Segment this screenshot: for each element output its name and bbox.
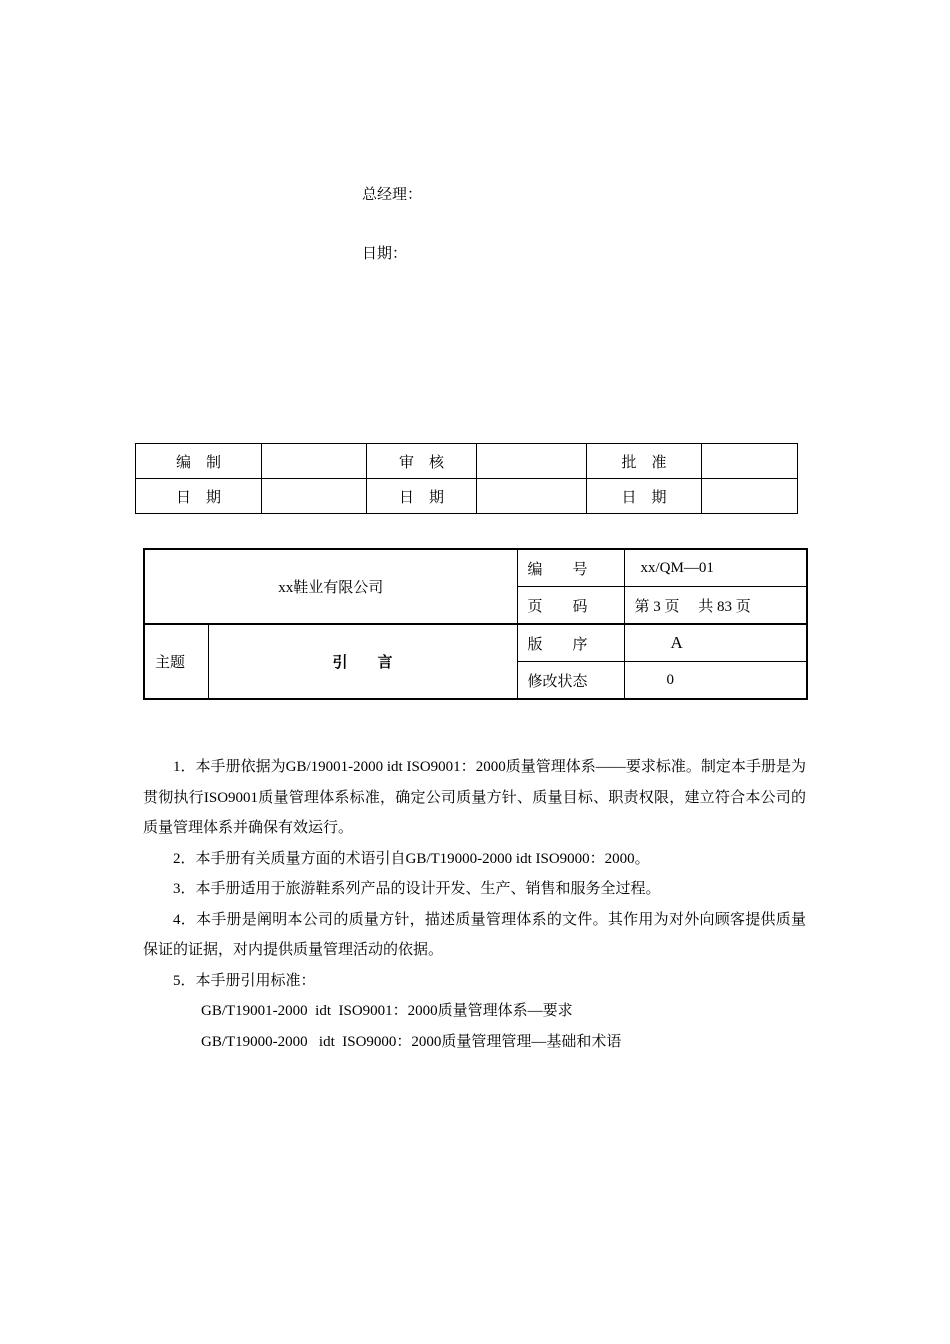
- prepared-value: [262, 444, 367, 479]
- approved-date-value: [702, 479, 798, 514]
- approved-value: [702, 444, 798, 479]
- company-name: xx鞋业有限公司: [144, 549, 517, 624]
- paragraph-1: 1．本手册依据为GB/19001-2000 idt ISO9001：2000质量管理体系——要求标准。制定本手册是为贯彻执行ISO9001质量管理体系标准，确定公司质量方针、质量目标、职责权限，建立符合本公司的质量管理体系并确保有效运行。: [143, 759, 806, 836]
- code-value: xx/QM—01: [624, 549, 807, 587]
- edition-label: 版 序: [517, 624, 624, 662]
- document-header-table: [143, 548, 808, 700]
- code-label: 编 号: [517, 549, 624, 587]
- reviewed-label: 审 核: [367, 444, 477, 479]
- edition-value: A: [624, 624, 807, 662]
- page-label: 页 码: [517, 587, 624, 625]
- header-row-edition: [144, 624, 807, 662]
- paragraph-5: 5．本手册引用标准：: [173, 972, 316, 989]
- subject-value: 引 言: [208, 624, 517, 699]
- approved-date-label: 日 期: [587, 479, 702, 514]
- reviewed-date-value: [477, 479, 587, 514]
- approval-table: [135, 443, 798, 514]
- prepared-date-value: [262, 479, 367, 514]
- prepared-label: 编 制: [136, 444, 262, 479]
- reference-standard-2: GB/T19000-2000 idt ISO9000：2000质量管理管理—基础和术语: [201, 1033, 622, 1050]
- header-row-code: [144, 549, 807, 587]
- subject-label: 主题: [144, 624, 208, 699]
- reviewed-value: [477, 444, 587, 479]
- introduction-body: [143, 752, 806, 1057]
- approval-row-prepared: [136, 444, 798, 479]
- general-manager-label: 总经理：: [362, 187, 423, 203]
- revision-value: 0: [624, 662, 807, 700]
- paragraph-2: 2．本手册有关质量方面的术语引自GB/T19000-2000 idt ISO9000：2000。: [173, 850, 650, 867]
- date-label: 日期：: [362, 246, 408, 262]
- page-value: 第 3 页 共 83 页: [624, 587, 807, 625]
- revision-label: 修改状态: [517, 662, 624, 700]
- prepared-date-label: 日 期: [136, 479, 262, 514]
- reference-standard-1: GB/T19001-2000 idt ISO9001：2000质量管理体系—要求: [201, 1003, 573, 1019]
- paragraph-3: 3．本手册适用于旅游鞋系列产品的设计开发、生产、销售和服务全过程。: [173, 881, 661, 897]
- paragraph-4: 4．本手册是阐明本公司的质量方针，描述质量管理体系的文件。其作用为对外向顾客提供质量保证的证据，对内提供质量管理活动的依据。: [143, 911, 806, 958]
- approved-label: 批 准: [587, 444, 702, 479]
- approval-row-date: [136, 479, 798, 514]
- reviewed-date-label: 日 期: [367, 479, 477, 514]
